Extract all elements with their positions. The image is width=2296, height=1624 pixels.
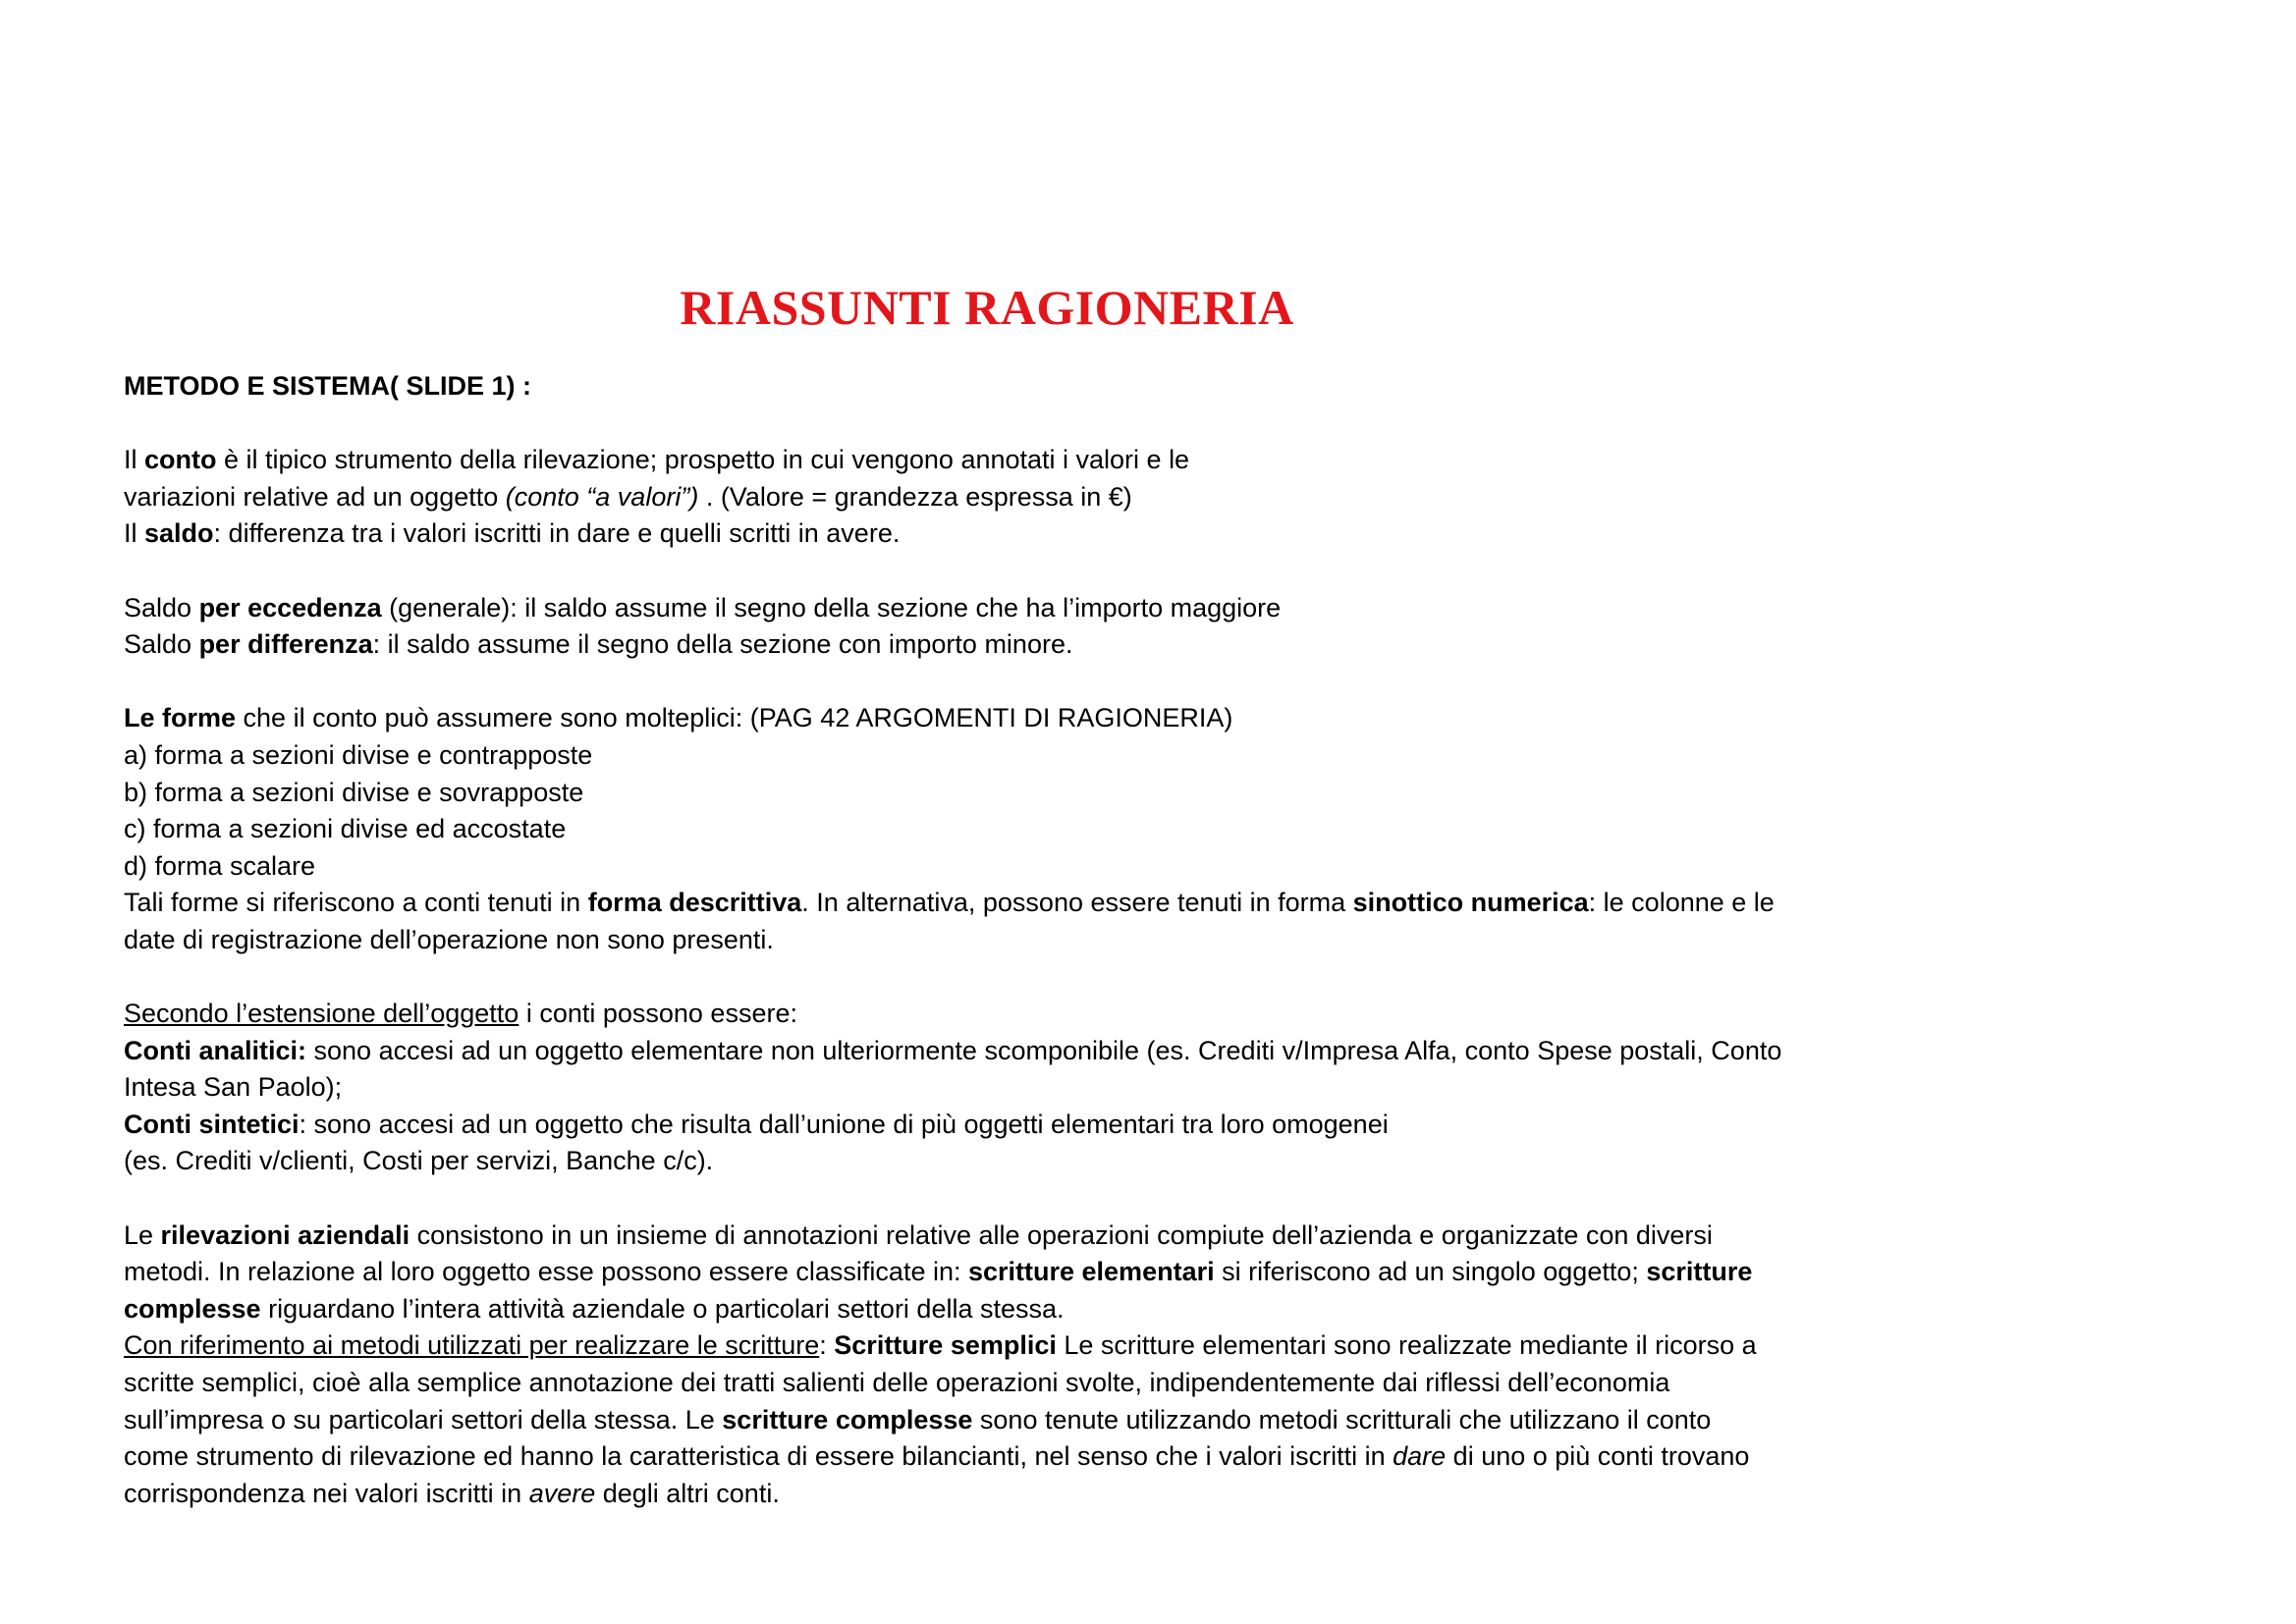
text-line: Il conto è il tipico strumento della rilevazione; prospetto in cui vengono annotati i valori e le xyxy=(124,445,1190,475)
text-line: Il saldo: differenza tra i valori iscritti in dare e quelli scritti in avere. xyxy=(124,518,901,549)
text-line: Saldo per eccedenza (generale): il saldo assume il segno della sezione che ha l’importo maggiore xyxy=(124,592,1282,623)
list-item: d) forma scalare xyxy=(124,850,316,881)
text-line: scritte semplici, cioè alla semplice annotazione dei tratti salienti delle operazioni svolte, indipendentemente dai riflessi dell’economia xyxy=(124,1368,1670,1398)
text-line: Conti analitici: sono accesi ad un oggetto elementare non ulteriormente scomponibile (es. Crediti v/Impresa Alfa, conto Spese postali, Conto xyxy=(124,1035,1782,1065)
list-item: b) forma a sezioni divise e sovrapposte xyxy=(124,777,584,807)
text-line: (es. Crediti v/clienti, Costi per servizi, Banche c/c). xyxy=(124,1146,714,1176)
page-title: RIASSUNTI RAGIONERIA xyxy=(680,280,1294,335)
text-line: Le forme che il conto può assumere sono molteplici: (PAG 42 ARGOMENTI DI RAGIONERIA) xyxy=(124,703,1233,733)
text-line: come strumento di rilevazione ed hanno la caratteristica di essere bilancianti, nel senso che i valori iscritti in dare di uno o più conti trovano xyxy=(124,1441,1750,1472)
text-line: sull’impresa o su particolari settori della stessa. Le scritture complesse sono tenute utilizzando metodi scritturali che utilizzano il conto xyxy=(124,1404,1712,1435)
document-body xyxy=(124,368,1882,1512)
text-line: complesse riguardano l’intera attività aziendale o particolari settori della stessa. xyxy=(124,1293,1065,1324)
section-heading: METODO E SISTEMA( SLIDE 1) : xyxy=(124,371,532,401)
text-line: corrispondenza nei valori iscritti in avere degli altri conti. xyxy=(124,1478,780,1508)
text-line: Intesa San Paolo); xyxy=(124,1072,343,1103)
text-line: variazioni relative ad un oggetto (conto “a valori”) . (Valore = grandezza espressa in €) xyxy=(124,481,1132,512)
text-line: Tali forme si riferiscono a conti tenuti in forma descrittiva. In alternativa, possono essere tenuti in forma sinottico numerica: le colonne e le xyxy=(124,888,1775,918)
text-line: Le rilevazioni aziendali consistono in un insieme di annotazioni relative alle operazioni compiute dell’azienda e organizzate con diversi xyxy=(124,1219,1713,1250)
text-line: metodi. In relazione al loro oggetto esse possono essere classificate in: scritture elementari si riferiscono ad un singolo oggetto; scritture xyxy=(124,1257,1753,1287)
list-item: c) forma a sezioni divise ed accostate xyxy=(124,814,567,844)
text-line: Saldo per differenza: il saldo assume il segno della sezione con importo minore. xyxy=(124,629,1073,660)
text-line: Con riferimento ai metodi utilizzati per realizzare le scritture: Scritture semplici Le scritture elementari sono realizzate mediante il ricorso a xyxy=(124,1330,1757,1361)
list-item: a) forma a sezioni divise e contrapposte xyxy=(124,739,593,770)
text-line: Secondo l’estensione dell’oggetto i conti possono essere: xyxy=(124,999,797,1029)
text-line: Conti sintetici: sono accesi ad un oggetto che risulta dall’unione di più oggetti elementari tra loro omogenei xyxy=(124,1109,1389,1139)
text-line: date di registrazione dell’operazione non sono presenti. xyxy=(124,924,774,954)
